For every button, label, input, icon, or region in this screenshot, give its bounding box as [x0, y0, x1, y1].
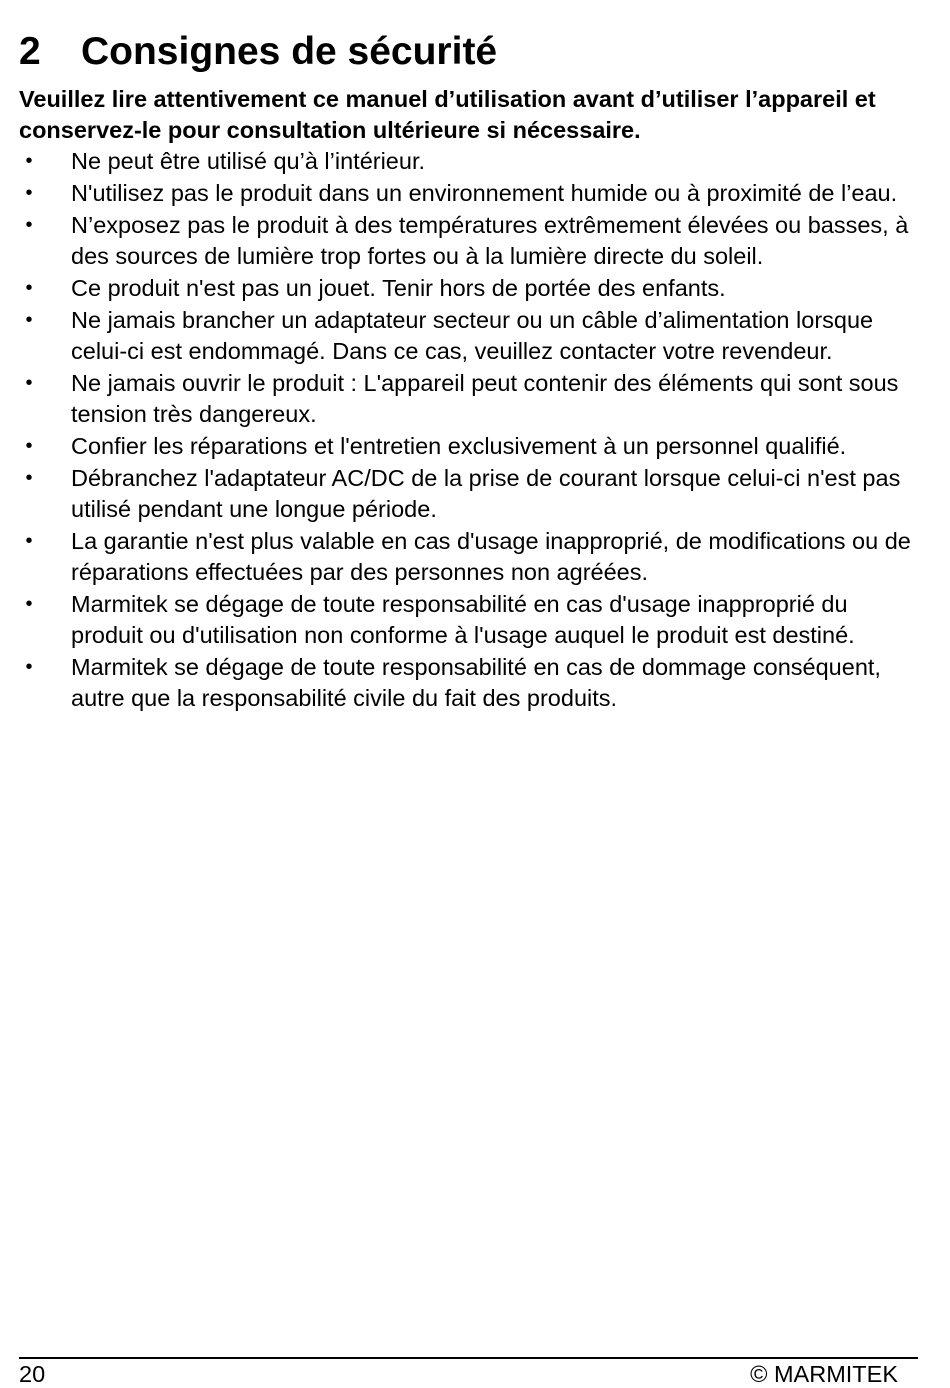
list-item-text: Ne jamais brancher un adaptateur secteur ou un câble d’alimentation lorsque celui-ci est endommagé. Dans ce cas, veuillez contacter votre revendeur. [71, 307, 874, 364]
list-item-text: Confier les réparations et l'entretien exclusivement à un personnel qualifié. [71, 433, 847, 459]
bullet-icon: • [25, 309, 33, 331]
bullet-icon: • [25, 150, 33, 172]
bullet-icon: • [25, 530, 33, 552]
list-item-text: Ne peut être utilisé qu’à l’intérieur. [71, 148, 426, 174]
bullet-icon: • [25, 593, 33, 615]
bullet-icon: • [25, 372, 33, 394]
bullet-icon: • [25, 467, 33, 489]
list-item [19, 589, 919, 651]
list-item [19, 305, 919, 367]
list-item [19, 368, 919, 430]
list-item [19, 273, 919, 304]
bullet-icon: • [25, 277, 33, 299]
list-item-text: Marmitek se dégage de toute responsabilité en cas de dommage conséquent, autre que la responsabilité civile du fait des produits. [71, 654, 881, 711]
list-item-text: Ne jamais ouvrir le produit : L'appareil peut contenir des éléments qui sont sous tension très dangereux. [71, 370, 899, 427]
list-item [19, 431, 919, 462]
list-item-text: Débranchez l'adaptateur AC/DC de la prise de courant lorsque celui-ci n'est pas utilisé pendant une longue période. [71, 465, 901, 522]
list-item [19, 463, 919, 525]
section-number: 2 [19, 30, 41, 73]
list-item-text: Marmitek se dégage de toute responsabilité en cas d'usage inapproprié du produit ou d'utilisation non conforme à l'usage auquel le produit est destiné. [71, 591, 855, 648]
footer-brand: © MARMITEK [750, 1361, 898, 1387]
bullet-icon: • [25, 182, 33, 204]
list-item-text: La garantie n'est plus valable en cas d'usage inapproprié, de modifications ou de réparations effectuées par des personnes non agréées. [71, 528, 911, 585]
list-item [19, 178, 919, 209]
footer-divider [19, 1357, 918, 1359]
safety-list [19, 146, 919, 715]
list-item [19, 526, 919, 588]
bullet-icon: • [25, 656, 33, 678]
list-item [19, 146, 919, 177]
intro-paragraph: Veuillez lire attentivement ce manuel d’utilisation avant d’utiliser l’appareil et conservez-le pour consultation ultérieure si nécessaire. [19, 86, 876, 143]
bullet-icon: • [25, 435, 33, 457]
list-item [19, 652, 919, 714]
list-item-text: Ce produit n'est pas un jouet. Tenir hors de portée des enfants. [71, 275, 726, 301]
list-item-text: N'utilisez pas le produit dans un environnement humide ou à proximité de l’eau. [71, 180, 898, 206]
section-heading [19, 26, 497, 78]
section-title: Consignes de sécurité [81, 30, 498, 73]
bullet-icon: • [25, 214, 33, 236]
list-item-text: N’exposez pas le produit à des températures extrêmement élevées ou basses, à des sources de lumière trop fortes ou à la lumière directe du soleil. [71, 212, 909, 269]
page-number: 20 [19, 1361, 46, 1387]
list-item [19, 210, 919, 272]
